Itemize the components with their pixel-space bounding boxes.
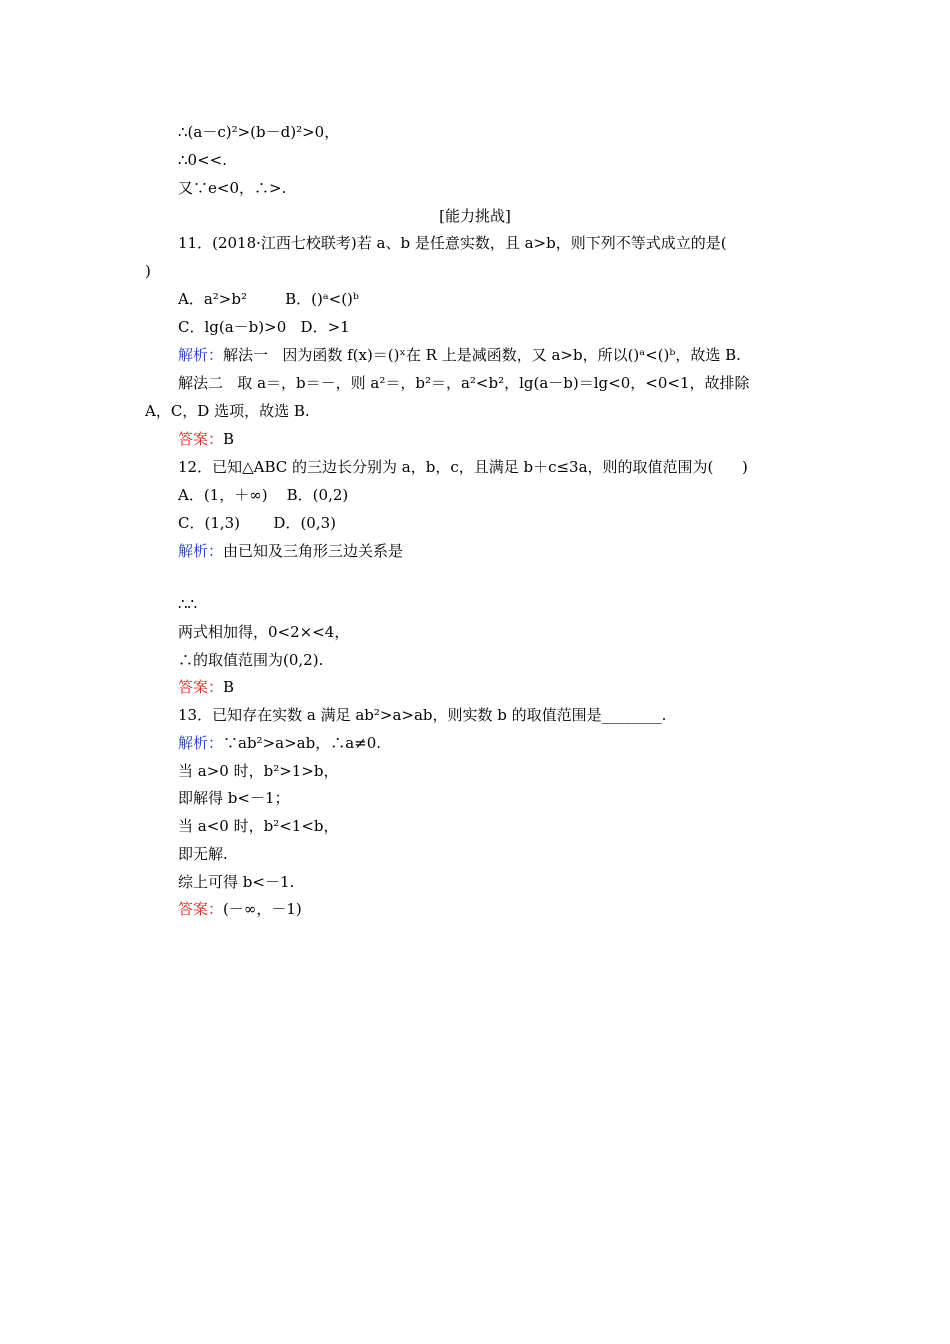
analysis-line: 即解得 b<－1； bbox=[178, 789, 290, 807]
analysis-line: 两式相加得，0<2×<4， bbox=[178, 623, 350, 641]
analysis-text: 由已知及三角形三边关系是 bbox=[223, 542, 404, 560]
answer-value: (－∞，－1) bbox=[223, 900, 302, 918]
question-stem: 13．已知存在实数 a 满足 ab²>a>ab，则实数 b 的取值范围是________. bbox=[178, 706, 667, 724]
analysis-label: 解析： bbox=[178, 346, 224, 364]
text-line: ∴0<<. bbox=[178, 151, 227, 169]
analysis-line: 当 a>0 时，b²>1>b， bbox=[178, 762, 339, 780]
options-ab: A．a²>b² B．()ᵃ<()ᵇ bbox=[178, 290, 359, 308]
analysis-line: 当 a<0 时，b²<1<b， bbox=[178, 817, 339, 835]
analysis-label: 解析： bbox=[178, 542, 224, 560]
answer-label: 答案： bbox=[178, 430, 224, 448]
analysis-line bbox=[178, 345, 741, 365]
options-ab: A．(1，＋∞) B．(0,2) bbox=[178, 486, 349, 504]
analysis-line: A，C，D 选项，故选 B. bbox=[145, 402, 310, 420]
analysis-line: 即无解. bbox=[178, 845, 228, 863]
analysis-line bbox=[178, 541, 403, 561]
answer-line bbox=[178, 899, 302, 919]
analysis-text: 解法一 因为函数 f(x)＝()ˣ在 R 上是减函数，又 a>b，所以()ᵃ<()ᵇ，故选 B. bbox=[223, 346, 741, 364]
answer-value: B bbox=[223, 430, 235, 448]
analysis-line: 综上可得 b<－1. bbox=[178, 873, 295, 891]
answer-label: 答案： bbox=[178, 900, 224, 918]
analysis-line: 解法二 取 a＝，b＝－，则 a²＝，b²＝，a²<b²，lg(a－b)＝lg<0，<0<1，故排除 bbox=[178, 374, 750, 392]
question-stem: 11．(2018·江西七校联考)若 a、b 是任意实数，且 a>b，则下列不等式成立的是( bbox=[178, 234, 727, 252]
analysis-text: ∵ab²>a>ab，∴a≠0. bbox=[223, 734, 382, 752]
analysis-label: 解析： bbox=[178, 734, 224, 752]
answer-line bbox=[178, 677, 234, 697]
analysis-line: ∴的取值范围为(0,2). bbox=[178, 651, 324, 669]
text-line: ∴(a－c)²>(b－d)²>0， bbox=[178, 123, 340, 141]
answer-line bbox=[178, 429, 234, 449]
answer-value: B bbox=[223, 678, 235, 696]
options-cd: C．lg(a－b)>0 D．>1 bbox=[178, 318, 350, 336]
question-stem-continuation: ) bbox=[145, 262, 151, 280]
section-title: [能力挑战] bbox=[439, 207, 511, 225]
question-stem: 12．已知△ABC 的三边长分别为 a，b，c，且满足 b＋c≤3a，则的取值范围为( ) bbox=[178, 458, 748, 476]
analysis-line: ∴∴ bbox=[178, 595, 198, 613]
analysis-line bbox=[178, 733, 381, 753]
options-cd: C．(1,3) D．(0,3) bbox=[178, 514, 336, 532]
answer-label: 答案： bbox=[178, 678, 224, 696]
text-line: 又∵e<0，∴>. bbox=[178, 179, 287, 197]
